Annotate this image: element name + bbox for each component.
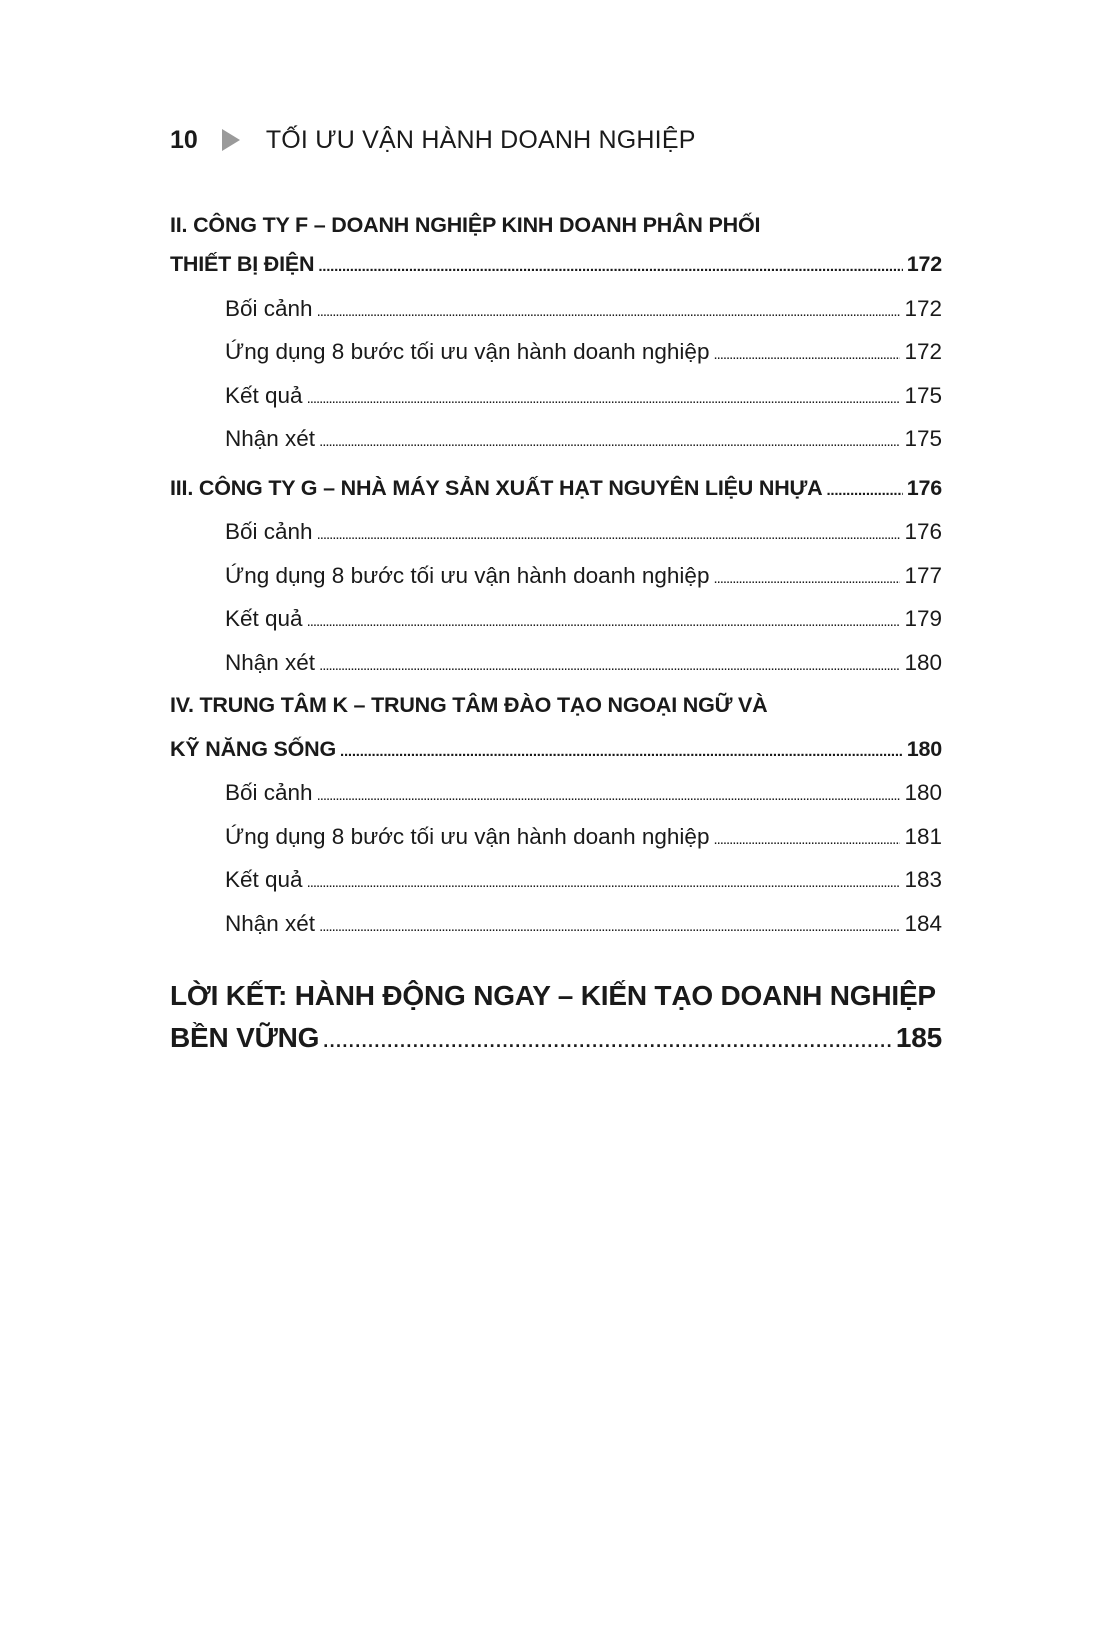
dot-leader	[319, 644, 900, 688]
toc-heading-label: KỸ NĂNG SỐNG	[170, 736, 337, 761]
book-title: TỐI ƯU VẬN HÀNH DOANH NGHIỆP	[265, 125, 696, 154]
toc-heading-label: THIẾT BỊ ĐIỆN	[170, 252, 315, 276]
dot-leader	[307, 377, 901, 421]
toc-heading-section-iii[interactable]	[170, 467, 942, 511]
toc-page-number: 181	[904, 823, 942, 849]
dot-leader	[319, 420, 900, 464]
toc-heading-closing[interactable]	[170, 975, 942, 1017]
toc-heading-label: IV. TRUNG TÂM K – TRUNG TÂM ĐÀO TẠO NGOẠI NGỮ VÀ	[170, 693, 768, 717]
toc-page-number: 184	[904, 910, 942, 936]
toc-page-number: 175	[904, 382, 942, 408]
toc-page-number: 172	[904, 295, 942, 321]
dot-leader	[317, 513, 901, 557]
toc-entry[interactable]	[170, 858, 942, 902]
toc-heading-label: BỀN VỮNG	[170, 1022, 320, 1053]
toc-page-number: 180	[906, 736, 942, 761]
toc-entry[interactable]	[170, 330, 942, 374]
toc-page-number: 177	[904, 562, 942, 588]
running-header	[170, 122, 696, 158]
toc-entry[interactable]	[170, 287, 942, 331]
toc-entry-label: Kết quả	[225, 867, 303, 892]
toc-page-number: 172	[906, 252, 942, 276]
toc-page-number: 175	[904, 426, 942, 451]
toc-entry-label: Bối cảnh	[225, 780, 313, 805]
dot-leader	[713, 557, 900, 601]
toc-page-number: 176	[904, 519, 942, 544]
dot-leader	[323, 1020, 892, 1062]
page-number: 10	[170, 125, 198, 154]
spacer	[170, 945, 942, 975]
toc-entry[interactable]	[170, 597, 942, 641]
toc-page-number: 176	[906, 475, 942, 500]
toc-entry-label: Ứng dụng 8 bước tối ưu vận hành doanh nghiệp	[225, 823, 710, 849]
toc-page-number: 180	[904, 780, 942, 805]
toc-heading-section-ii-cont[interactable]	[170, 243, 942, 287]
toc-entry-label: Kết quả	[225, 606, 303, 631]
toc-entry[interactable]	[170, 510, 942, 554]
toc-entry[interactable]	[170, 641, 942, 685]
dot-leader	[713, 818, 900, 862]
dot-leader	[319, 905, 900, 949]
toc-entry-label: Kết quả	[225, 382, 303, 408]
dot-leader	[317, 774, 901, 818]
dot-leader	[713, 333, 900, 377]
dot-leader	[307, 600, 901, 644]
toc-entry-label: Nhận xét	[225, 910, 316, 936]
toc-heading-label: II. CÔNG TY F – DOANH NGHIỆP KINH DOANH PHÂN PHỐI	[170, 213, 761, 237]
toc-entry[interactable]	[170, 902, 942, 946]
toc-entry[interactable]	[170, 771, 942, 815]
toc-entry[interactable]	[170, 374, 942, 418]
toc-entry-label: Ứng dụng 8 bước tối ưu vận hành doanh nghiệp	[225, 339, 710, 364]
toc-heading-section-ii[interactable]	[170, 207, 942, 243]
toc-entry-label: Bối cảnh	[225, 295, 313, 321]
toc-entry-label: Nhận xét	[225, 649, 316, 675]
toc-entry-label: Ứng dụng 8 bước tối ưu vận hành doanh nghiệp	[225, 562, 710, 588]
toc-page-number: 172	[904, 339, 942, 364]
dot-leader	[318, 245, 902, 289]
toc-heading-closing-cont[interactable]	[170, 1017, 942, 1059]
toc-page-number: 183	[904, 867, 942, 892]
toc-page-number: 179	[904, 606, 942, 631]
dot-leader	[340, 730, 903, 774]
toc-entry-label: Bối cảnh	[225, 519, 313, 544]
toc-entry[interactable]	[170, 417, 942, 461]
triangle-arrow-icon	[222, 129, 240, 151]
toc-heading-section-iv-cont[interactable]	[170, 728, 942, 772]
dot-leader	[827, 469, 903, 513]
toc-page-number: 185	[895, 1022, 942, 1053]
toc-entry[interactable]	[170, 815, 942, 859]
toc-entry[interactable]	[170, 554, 942, 598]
toc-page-number: 180	[904, 649, 942, 675]
toc-entry-label: Nhận xét	[225, 426, 316, 451]
dot-leader	[307, 861, 901, 905]
toc-heading-section-iv[interactable]	[170, 684, 942, 728]
dot-leader	[317, 290, 901, 334]
table-of-contents	[170, 207, 942, 1059]
toc-heading-label: III. CÔNG TY G – NHÀ MÁY SẢN XUẤT HẠT NGUYÊN LIỆU NHỰA	[170, 475, 823, 500]
toc-heading-label: LỜI KẾT: HÀNH ĐỘNG NGAY – KIẾN TẠO DOANH NGHIỆP	[170, 980, 936, 1011]
